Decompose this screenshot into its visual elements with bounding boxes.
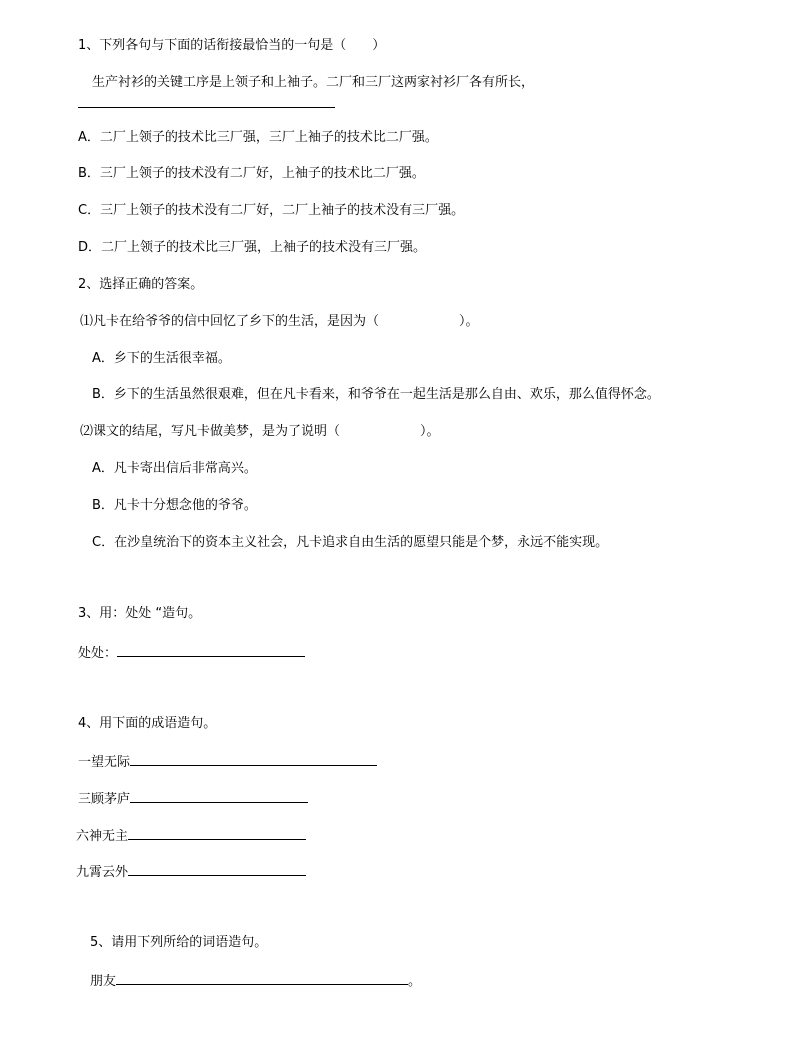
- q2-sub2-suffix: ）。: [420, 424, 440, 439]
- q1-option-c[interactable]: C．三厂上领子的技术没有二厂好，二厂上袖子的技术没有三厂强。: [78, 203, 465, 218]
- q4-idiom-4: 九霄云外: [76, 865, 129, 880]
- q2-sub2-prefix: ⑵课文的结尾，写凡卡做美梦，是为了说明（: [80, 424, 341, 439]
- q2-stem: 2、选择正确的答案。: [78, 277, 204, 292]
- q1-option-a[interactable]: A．二厂上领子的技术比三厂强，三厂上袖子的技术比二厂强。: [78, 130, 438, 145]
- q1-answer-line[interactable]: [78, 95, 335, 113]
- q2-sub1-option-a[interactable]: A．乡下的生活很幸福。: [92, 351, 231, 366]
- q5-answer-row: [90, 972, 421, 990]
- q2-sub2-option-a[interactable]: A．凡卡寄出信后非常高兴。: [92, 461, 257, 476]
- q4-row-1: [78, 753, 377, 771]
- q4-stem: 4、用下面的成语造句。: [78, 716, 217, 731]
- q1-option-d[interactable]: D．二厂上领子的技术比三厂强，上袖子的技术没有三厂强。: [78, 240, 427, 255]
- q3-answer-row: [78, 644, 305, 662]
- q4-row-2: [78, 790, 308, 808]
- q4-idiom-2: 三顾茅庐: [78, 792, 131, 807]
- q2-sub1-option-b[interactable]: B．乡下的生活虽然很艰难，但在凡卡看来，和爷爷在一起生活是那么自由、欢乐，那么值得怀念。: [92, 387, 660, 402]
- q2-sub1-question: [80, 314, 479, 330]
- q1-option-b[interactable]: B．三厂上领子的技术没有二厂好，上袖子的技术比二厂强。: [78, 166, 425, 181]
- q4-row-3: [76, 827, 306, 845]
- q4-row-4: [76, 863, 306, 881]
- q5-answer-line[interactable]: [116, 972, 408, 985]
- q2-sub2-option-c[interactable]: C．在沙皇统治下的资本主义社会，凡卡追求自由生活的愿望只能是个梦，永远不能实现。: [92, 535, 609, 550]
- q3-label: 处处：: [78, 646, 118, 661]
- q2-sub2-option-b[interactable]: B．凡卡十分想念他的爷爷。: [92, 498, 257, 513]
- q5-label: 朋友: [90, 974, 117, 989]
- q5-stem: 5、请用下列所给的词语造句。: [90, 935, 268, 950]
- q2-sub2-question: [80, 424, 440, 440]
- q4-answer-line-4[interactable]: [128, 863, 306, 876]
- q4-answer-line-1[interactable]: [130, 753, 377, 766]
- q1-passage: 生产衬衫的关键工序是上领子和上袖子。二厂和三厂这两家衬衫厂各有所长，: [92, 75, 535, 90]
- q4-idiom-1: 一望无际: [78, 755, 131, 770]
- q3-stem: 3、用：处处 “造句。: [78, 606, 202, 621]
- q2-sub1-suffix: ）。: [459, 314, 479, 329]
- q3-answer-line[interactable]: [117, 644, 305, 657]
- q4-answer-line-3[interactable]: [128, 827, 306, 840]
- q5-end: 。: [408, 974, 422, 989]
- q4-answer-line-2[interactable]: [130, 790, 308, 803]
- q2-sub1-prefix: ⑴凡卡在给爷爷的信中回忆了乡下的生活，是因为（: [80, 314, 380, 329]
- q4-idiom-3: 六神无主: [76, 829, 129, 844]
- q1-stem: 1、下列各句与下面的话衔接最恰当的一句是（ ）: [78, 38, 386, 53]
